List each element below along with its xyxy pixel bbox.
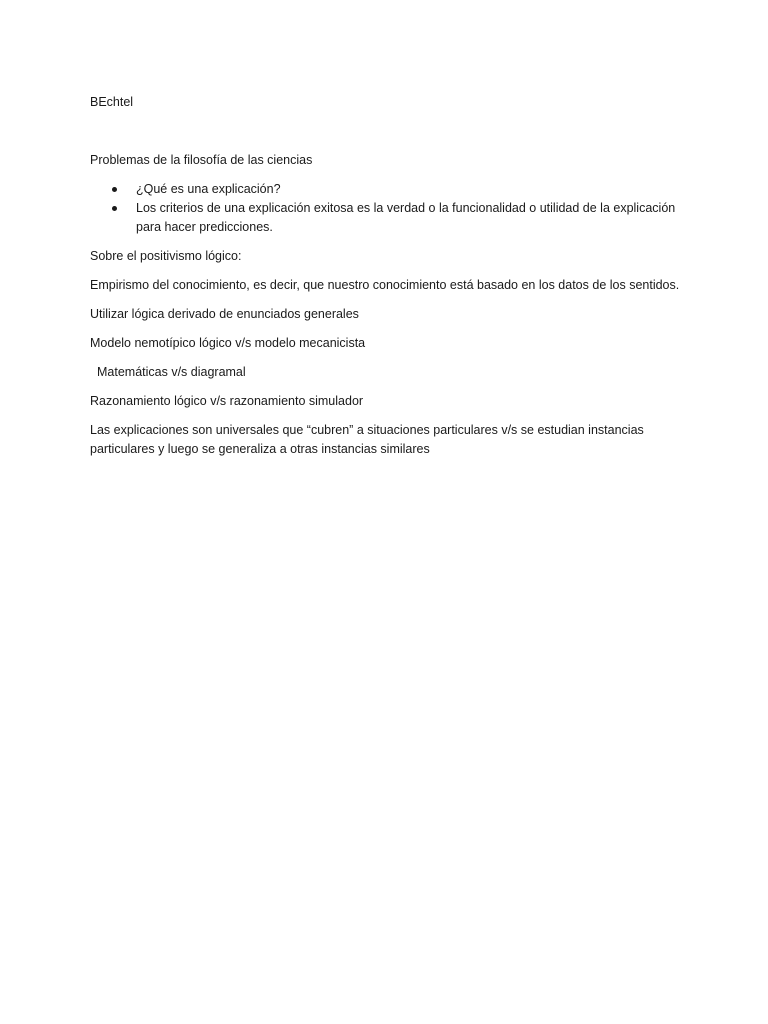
bullet-item-text: Los criterios de una explicación exitosa es la verdad o la funcionalidad o utilidad de la explicación para hacer predicciones. xyxy=(136,201,676,234)
document-heading: Problemas de la filosofía de las ciencias xyxy=(90,153,313,167)
bullet-dot-icon xyxy=(112,187,117,192)
paragraph-modelo: Modelo nemotípico lógico v/s modelo mecanicista xyxy=(90,336,366,350)
bullet-list xyxy=(90,180,690,237)
paragraph-razonamiento: Razonamiento lógico v/s razonamiento simulador xyxy=(90,394,364,408)
document-author: BEchtel xyxy=(90,95,134,109)
document-body xyxy=(90,93,690,469)
paragraph-matematicas: Matemáticas v/s diagramal xyxy=(97,365,246,379)
paragraph-explicaciones: Las explicaciones son universales que “cubren” a situaciones particulares v/s se estudian instancias particulares y luego se generaliza a otras instancias similares xyxy=(90,423,644,456)
bullet-item-text: ¿Qué es una explicación? xyxy=(136,182,281,196)
bullet-item xyxy=(90,180,690,199)
paragraph-logica: Utilizar lógica derivado de enunciados generales xyxy=(90,307,359,321)
paragraph-positivismo: Sobre el positivismo lógico: xyxy=(90,249,242,263)
bullet-item xyxy=(90,199,690,237)
bullet-dot-icon xyxy=(112,206,117,211)
paragraph-empirismo: Empirismo del conocimiento, es decir, que nuestro conocimiento está basado en los datos de los sentidos. xyxy=(90,278,680,292)
